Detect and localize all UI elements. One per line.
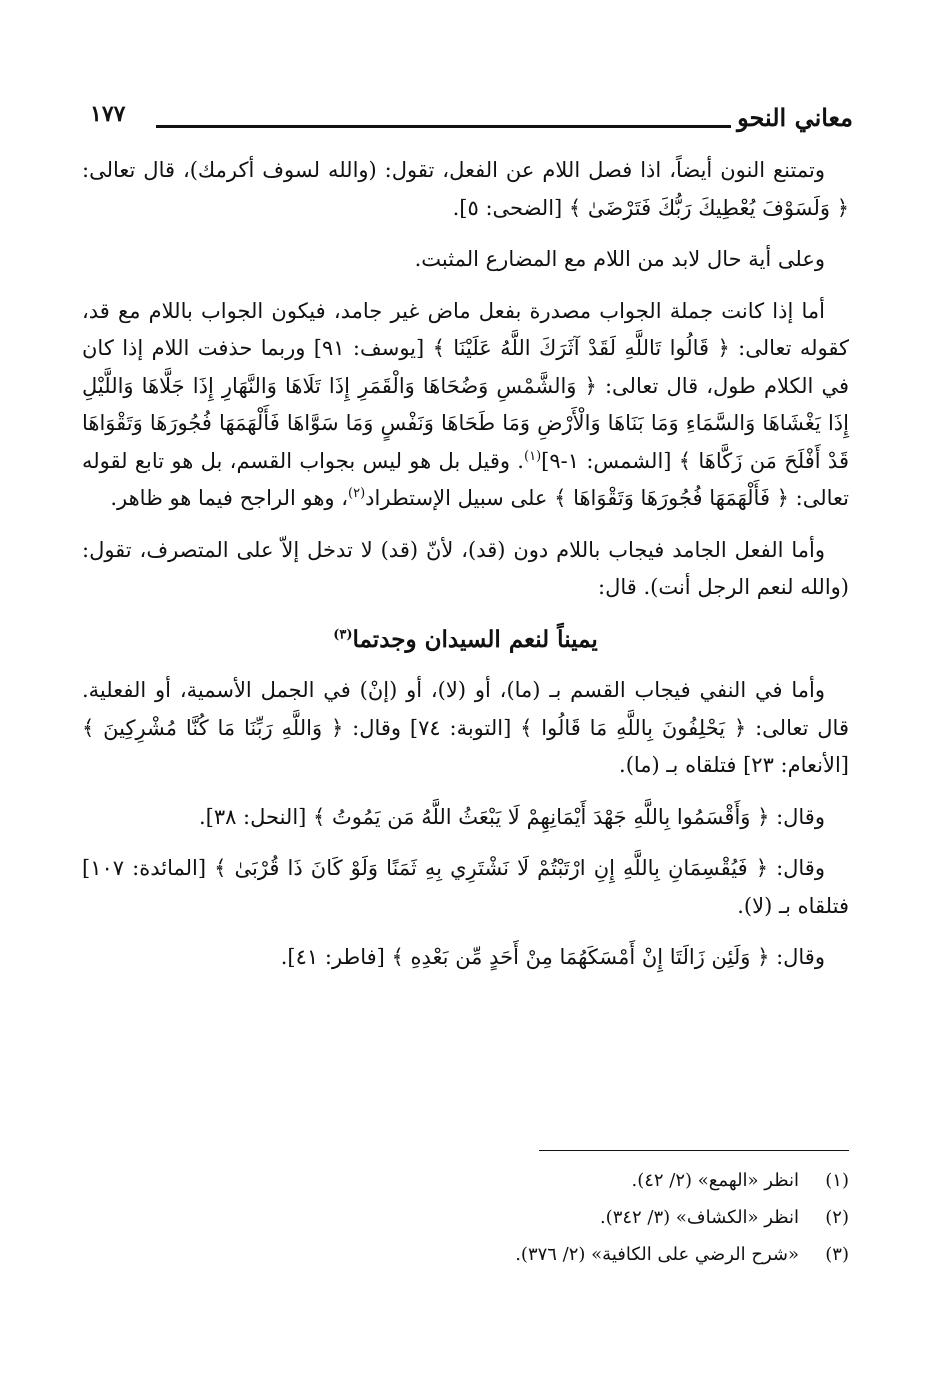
poetry-verse xyxy=(82,621,849,659)
paragraph: وأما في النفي فيجاب القسم بـ (ما)، أو (لا)، أو (إنْ) في الجمل الأسمية، أو الفعلية. قال تعالى: ﴿ يَحْلِفُونَ بِاللَّهِ مَا قَالُوا ﴾ [التوبة: ٧٤] وقال: ﴿ وَاللَّهِ رَبِّنَا مَا كُنَّا مُشْرِكِينَ ﴾ [الأنعام: ٢٣] فتلقاه بـ (ما). xyxy=(82,678,849,777)
paragraph-text: . وقيل بل هو ليس بجواب القسم، بل هو تابع لقوله تعالى: ﴿ فَأَلْهَمَهَا فُجُورَهَا وَتَقْوَاهَا ﴾ على سبيل الإستطراد xyxy=(82,448,849,510)
paragraph: وتمتنع النون أيضاً، اذا فصل اللام عن الفعل، تقول: (والله لسوف أكرمك)، قال تعالى: ﴿ وَلَسَوْفَ يُعْطِيكَ رَبُّكَ فَتَرْضَىٰ ﴾ [الضحى: ٥]. xyxy=(82,158,849,220)
paragraph xyxy=(82,293,849,518)
footnote-number: (٢) xyxy=(825,1207,849,1228)
paragraph: وأما الفعل الجامد فيجاب باللام دون (قد)، لأنّ (قد) لا تدخل إلاّ على المتصرف، تقول: (والله لنعم الرجل أنت). قال: xyxy=(82,537,849,599)
footnote-marker: (٣) xyxy=(333,626,353,642)
page-number: ١٧٧ xyxy=(90,101,126,127)
paragraph-text: ، وهو الراجح فيما هو ظاهر. xyxy=(110,486,349,510)
footnote-number: (١) xyxy=(825,1170,849,1191)
paragraph: وعلى أية حال لابد من اللام مع المضارع المثبت. xyxy=(414,247,825,271)
page-body xyxy=(82,152,849,991)
paragraph: وقال: ﴿ وَلَئِن زَالَتَا إِنْ أَمْسَكَهُمَا مِنْ أَحَدٍ مِّن بَعْدِهِ ﴾ [فاطر: ٤١]. xyxy=(280,945,825,969)
paragraph-text: أما إذا كانت جملة الجواب مصدرة بفعل ماض غير جامد، فيكون الجواب باللام مع قد، كقوله تعالى: ﴿ قَالُوا تَاللَّهِ لَقَدْ آثَرَكَ اللَّهُ عَلَيْنَا ﴾ [يوسف: ٩١] وربما حذفت اللام إذا كان في الكلام طول، قال تعالى: ﴿ وَالشَّمْسِ وَضُحَاهَا وَالْقَمَرِ إِذَا تَلَاهَا وَالنَّهَارِ إِذَا جَلَّاهَا وَاللَّيْلِ إِذَا يَغْشَاهَا وَالسَّمَاءِ وَمَا بَنَاهَا وَالْأَرْضِ وَمَا طَحَاهَا وَنَفْسٍ وَمَا سَوَّاهَا فَأَلْهَمَهَا فُجُورَهَا وَتَقْوَاهَا قَدْ أَفْلَحَ مَن زَكَّاهَا ﴾ [الشمس: ١-٩] xyxy=(82,298,849,473)
footnote-rule xyxy=(539,1150,849,1151)
footnote-text: «شرح الرضي على الكافية» (٢/ ٣٧٦). xyxy=(515,1244,799,1265)
footnote-item xyxy=(200,1236,849,1273)
footnote-item xyxy=(200,1162,849,1199)
footnote-text: انظر «الهمع» (٢/ ٤٢). xyxy=(631,1170,799,1191)
verse-text: يميناً لنعم السيدان وجدتما xyxy=(352,625,598,653)
footnote-marker: (١) xyxy=(524,448,542,464)
footnote-marker: (٢) xyxy=(348,486,366,501)
running-title: معاني النحو xyxy=(737,103,853,132)
footnote-text: انظر «الكشاف» (٣/ ٣٤٢). xyxy=(599,1207,799,1228)
footnote-item xyxy=(200,1199,849,1236)
paragraph: وقال: ﴿ وَأَقْسَمُوا بِاللَّهِ جَهْدَ أَيْمَانِهِمْ لَا يَبْعَثُ اللَّهُ مَن يَمُوتُ ﴾ [النحل: ٣٨]. xyxy=(198,804,825,829)
footnote-number: (٣) xyxy=(825,1244,849,1265)
page-header xyxy=(90,95,853,135)
header-rule xyxy=(156,125,731,128)
footnotes xyxy=(200,1162,849,1273)
paragraph: وقال: ﴿ فَيُقْسِمَانِ بِاللَّهِ إِنِ ارْتَبْتُمْ لَا نَشْتَرِي بِهِ ثَمَنًا وَلَوْ كَانَ ذَا قُرْبَىٰ ﴾ [المائدة: ١٠٧] فتلقاه بـ (لا). xyxy=(82,856,849,918)
